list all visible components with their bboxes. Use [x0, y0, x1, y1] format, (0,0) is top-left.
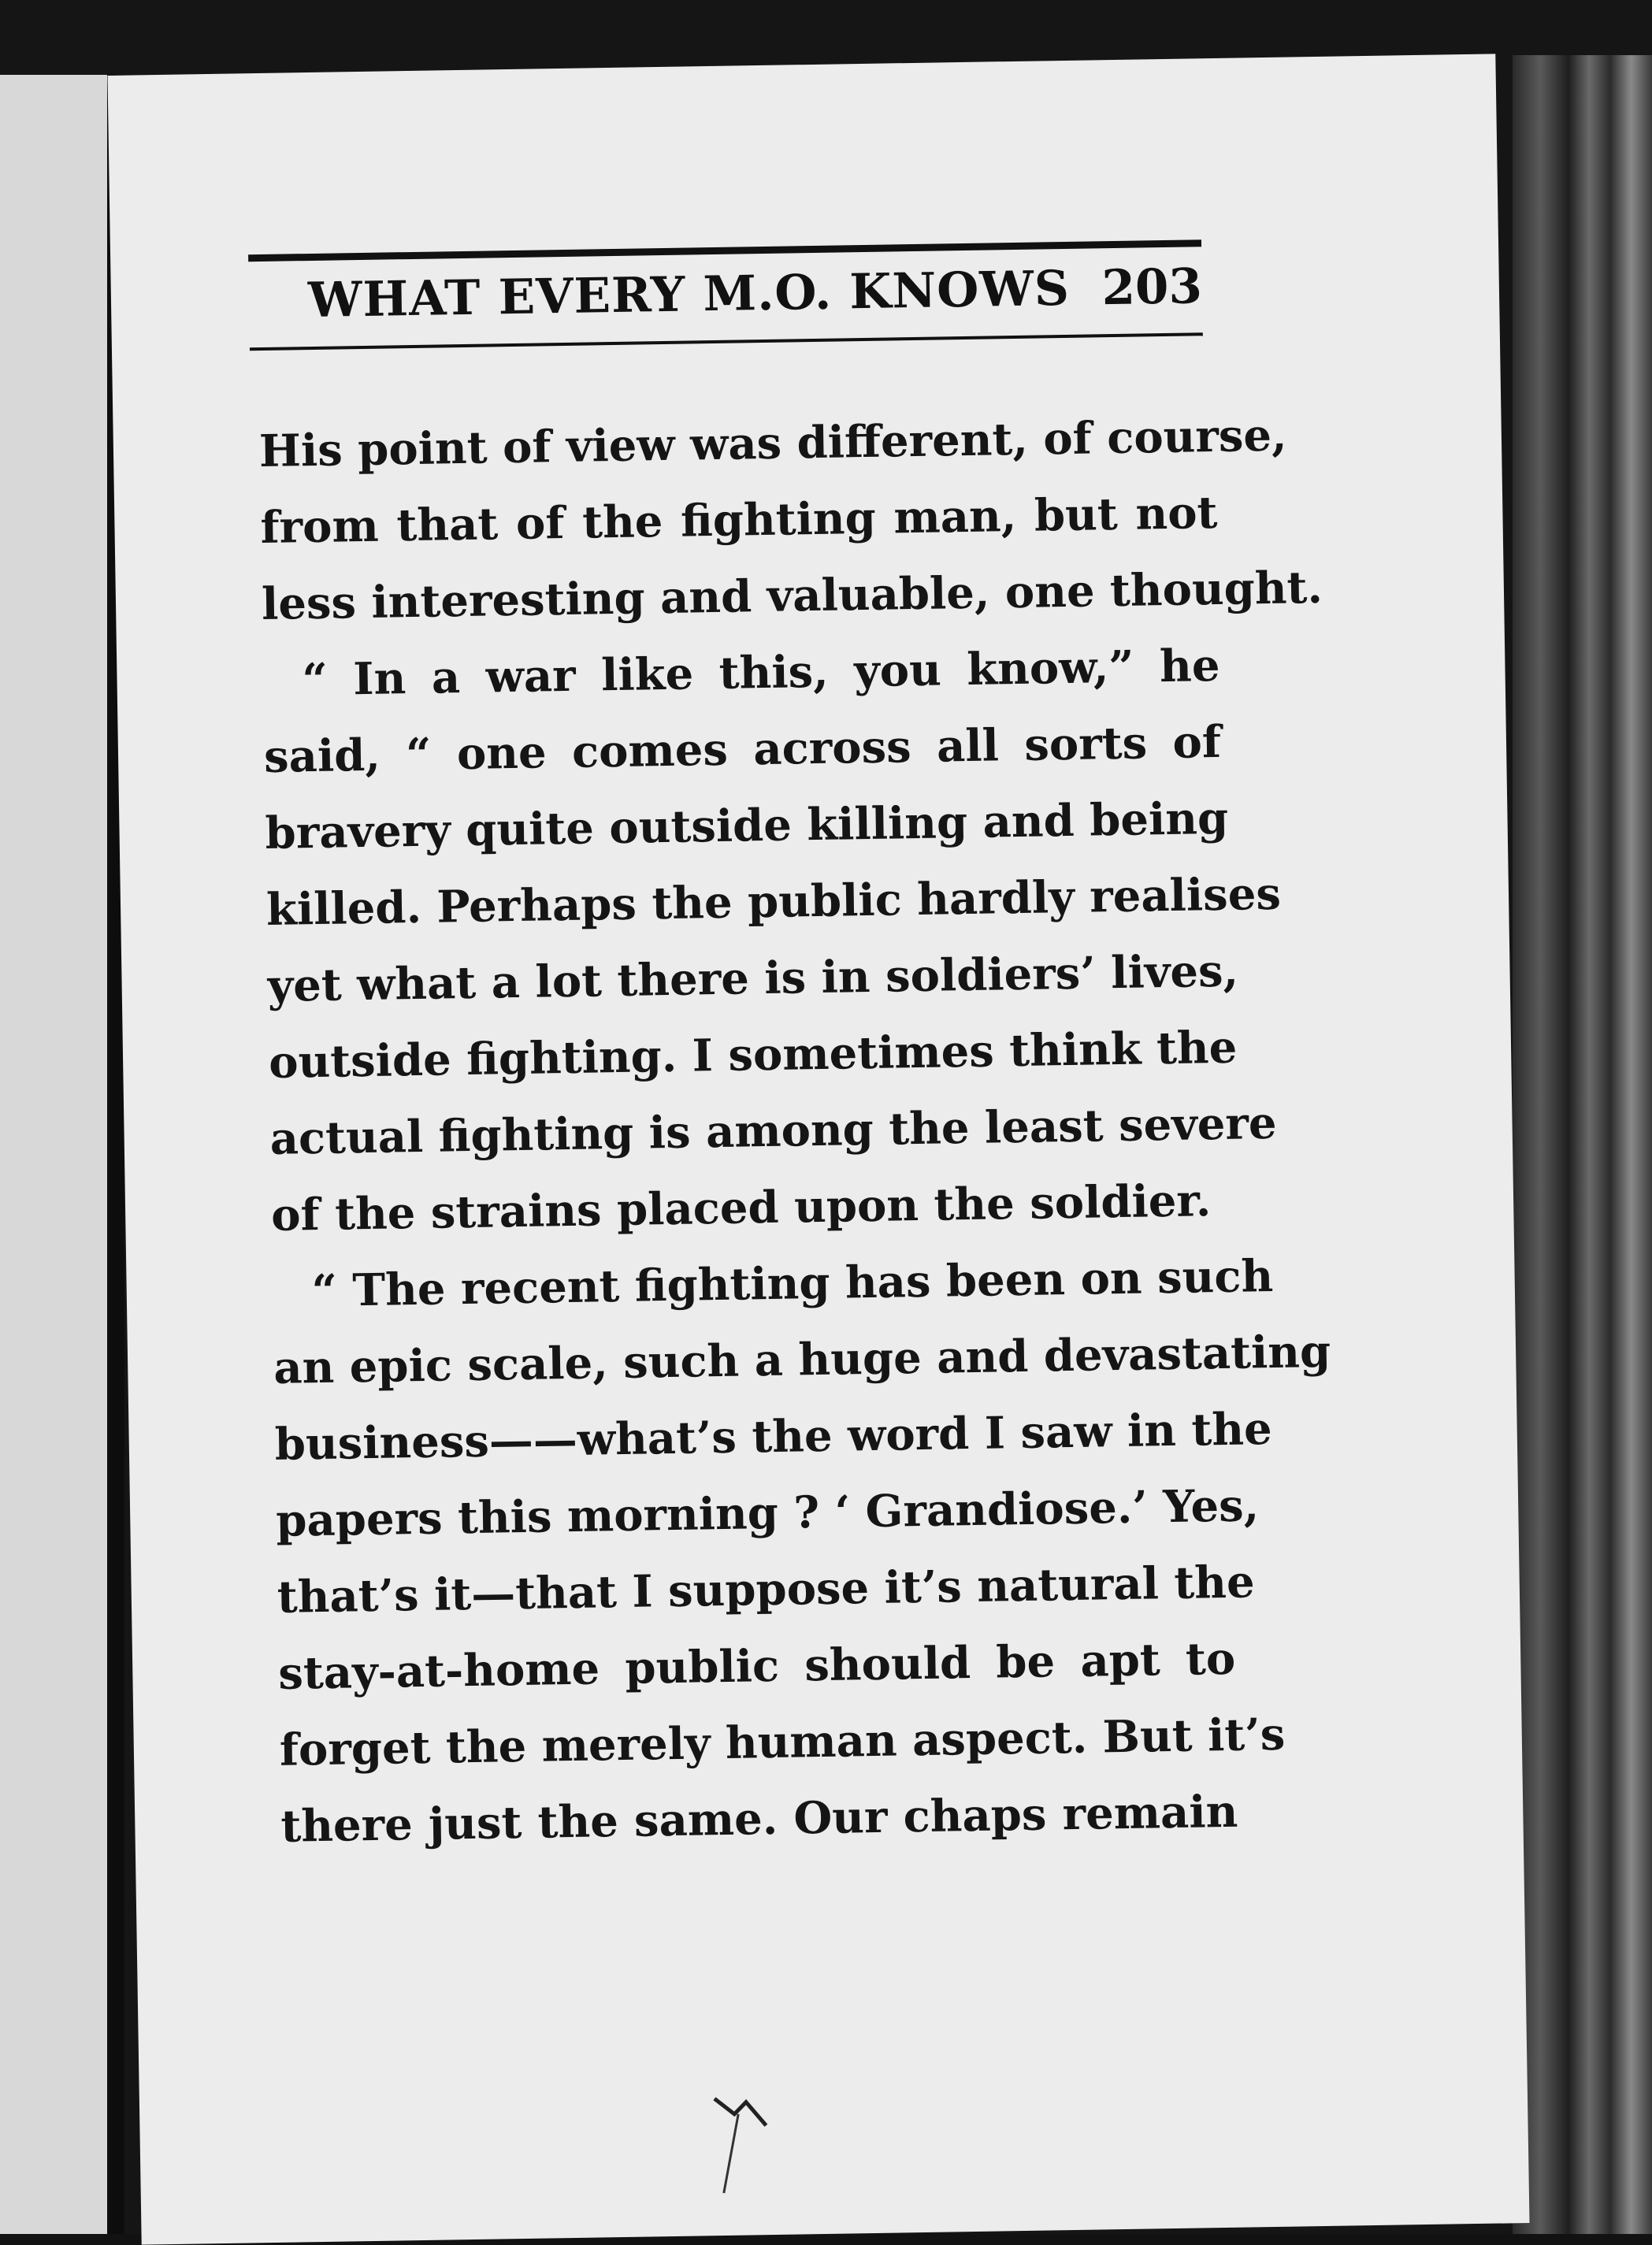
text-line: actual fighting is among the least severe — [269, 1097, 1277, 1165]
page-stack-edge — [1513, 55, 1652, 2234]
text-line: forget the merely human aspect. But it’s — [279, 1708, 1286, 1776]
page-number: 203 — [1101, 258, 1203, 317]
text-line: papers this morning ? ‘ Grandiose.’ Yes, — [275, 1479, 1260, 1547]
text-line: “ The recent fighting has been on such — [311, 1249, 1274, 1318]
text-line: “ In a war like this, you know,” he — [302, 639, 1220, 707]
text-line: yet what a lot there is in soldiers’ lives, — [267, 944, 1239, 1012]
text-line: said, “ one comes across all sorts of — [263, 715, 1222, 783]
text-line: bravery quite outside killing and being — [265, 792, 1229, 859]
pencil-mark — [690, 2065, 850, 2225]
header-rule-bottom — [250, 332, 1203, 351]
text-line: His point of view was different, of course, — [258, 409, 1288, 478]
text-line: stay-at-home public should be apt to — [277, 1632, 1236, 1700]
facing-page-edge — [0, 75, 110, 2234]
body-text — [258, 399, 1331, 1865]
running-head: WHAT EVERY M.O. KNOWS — [307, 260, 1071, 329]
text-line: outside fighting. I sometimes think the — [268, 1021, 1238, 1089]
text-line: there just the same. Our chaps remain — [280, 1785, 1238, 1853]
text-line: killed. Perhaps the public hardly realises — [265, 867, 1282, 936]
text-line: an epic scale, such a huge and devastating — [273, 1325, 1331, 1394]
page-header — [248, 239, 1203, 353]
text-line: that’s it—that I suppose it’s natural the — [277, 1556, 1256, 1623]
book-page — [107, 54, 1529, 2244]
text-line: from that of the fighting man, but not — [260, 486, 1218, 555]
text-line: less interesting and valuable, one thought. — [261, 561, 1323, 631]
text-line: business——what’s the word I saw in the — [274, 1403, 1273, 1471]
text-line: of the strains placed upon the soldier. — [270, 1174, 1212, 1241]
header-rule-top — [248, 239, 1201, 262]
